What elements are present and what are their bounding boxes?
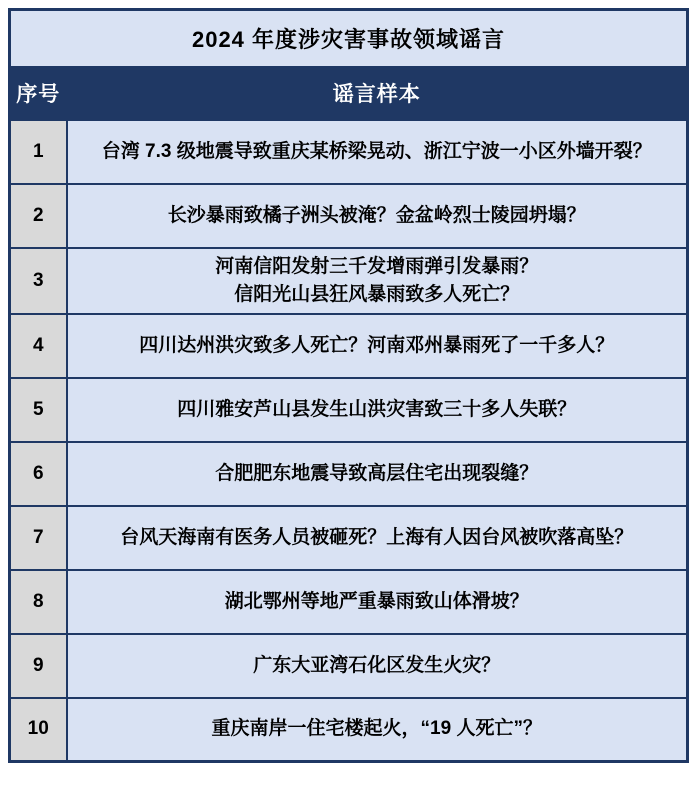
row-index-cell: 2 <box>10 184 67 248</box>
rumor-text-line: 台湾 7.3 级地震导致重庆某桥梁晃动、浙江宁波一小区外墙开裂？ <box>101 140 652 162</box>
table-header-row <box>10 67 688 120</box>
rumor-text-cell <box>67 442 688 506</box>
table-body <box>10 120 688 762</box>
row-index-cell: 9 <box>10 634 67 698</box>
row-index-cell: 4 <box>10 314 67 378</box>
table-row <box>10 248 688 314</box>
table-row <box>10 570 688 634</box>
table-row <box>10 184 688 248</box>
rumor-text-cell <box>67 314 688 378</box>
rumor-text-line: 四川雅安芦山县发生山洪灾害致三十多人失联？ <box>177 398 577 420</box>
table-row <box>10 506 688 570</box>
rumor-text-cell <box>67 184 688 248</box>
rumor-text-line: 台风天海南有医务人员被砸死？上海有人因台风被吹落高坠？ <box>120 526 634 548</box>
table-row <box>10 378 688 442</box>
rumor-text-cell <box>67 698 688 762</box>
table-row <box>10 120 688 184</box>
column-header-sample: 谣言样本 <box>67 67 688 120</box>
table-row <box>10 314 688 378</box>
rumor-text-cell <box>67 506 688 570</box>
row-index-cell: 6 <box>10 442 67 506</box>
rumor-text-cell <box>67 634 688 698</box>
rumor-text-line: 重庆南岸一住宅楼起火，“19 人死亡”？ <box>211 718 542 740</box>
rumor-text-cell <box>67 248 688 314</box>
rumor-text-line: 湖北鄂州等地严重暴雨致山体滑坡？ <box>224 590 529 612</box>
row-index-cell: 10 <box>10 698 67 762</box>
rumor-text-cell <box>67 378 688 442</box>
rumor-text-cell <box>67 120 688 184</box>
row-index-cell: 8 <box>10 570 67 634</box>
table-row <box>10 698 688 762</box>
column-header-index: 序号 <box>10 67 67 120</box>
row-index-cell: 1 <box>10 120 67 184</box>
row-index-cell: 5 <box>10 378 67 442</box>
rumor-table <box>8 8 689 763</box>
rumor-text-line: 广东大亚湾石化区发生火灾？ <box>253 654 501 676</box>
rumor-text-line: 河南信阳发射三千发增雨弹引发暴雨？ <box>215 255 539 277</box>
table-title-row <box>10 10 688 67</box>
table-row <box>10 634 688 698</box>
rumor-text-cell <box>67 570 688 634</box>
rumor-text-line: 长沙暴雨致橘子洲头被淹？金盆岭烈士陵园坍塌？ <box>167 204 586 226</box>
rumor-text-line: 四川达州洪灾致多人死亡？河南邓州暴雨死了一千多人？ <box>139 334 615 356</box>
row-index-cell: 3 <box>10 248 67 314</box>
table-title: 2024 年度涉灾害事故领域谣言 <box>10 10 688 67</box>
row-index-cell: 7 <box>10 506 67 570</box>
rumor-text-line: 信阳光山县狂风暴雨致多人死亡？ <box>234 283 520 305</box>
rumor-text-line: 合肥肥东地震导致高层住宅出现裂缝？ <box>215 462 539 484</box>
table-row <box>10 442 688 506</box>
rumor-table-container <box>8 8 689 763</box>
